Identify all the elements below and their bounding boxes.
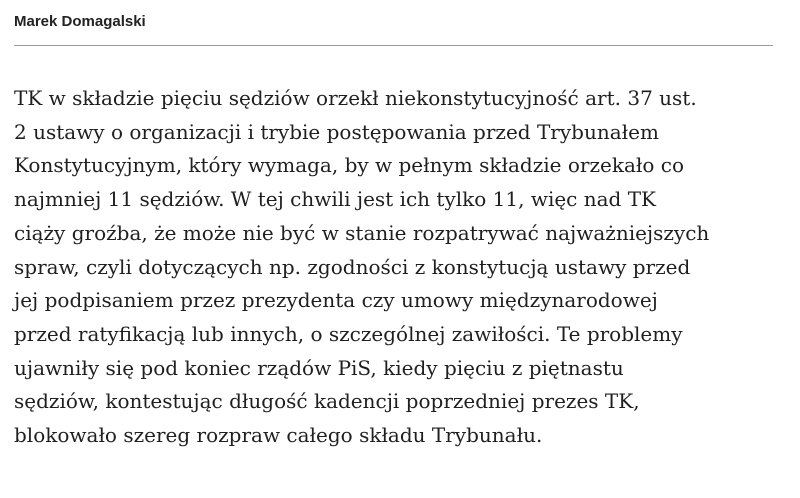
paragraph-line: Konstytucyjnym, który wymaga, by w pełnym składzie orzekało co — [14, 153, 684, 178]
paragraph-line: przed ratyfikacją lub innych, o szczególnej zawiłości. Te problemy — [14, 321, 683, 346]
article-paragraph — [14, 82, 774, 453]
paragraph-line: spraw, czyli dotyczących np. zgodności z konstytucją ustawy przed — [14, 254, 691, 279]
author-name: Marek Domagalski — [14, 13, 146, 30]
paragraph-line: TK w składzie pięciu sędziów orzekł niekonstytucyjność art. 37 ust. — [14, 86, 697, 110]
article — [14, 0, 774, 453]
paragraph-line: ujawniły się pod koniec rządów PiS, kiedy pięciu z piętnastu — [14, 355, 624, 380]
paragraph-line: sędziów, kontestując długość kadencji poprzedniej prezes TK, — [14, 389, 640, 414]
paragraph-line: ciąży groźba, że może nie być w stanie rozpatrywać najważniejszych — [14, 220, 710, 245]
paragraph-line: najmniej 11 sędziów. W tej chwili jest ich tylko 11, więc nad TK — [14, 187, 656, 212]
paragraph-line: jej podpisaniem przez prezydenta czy umowy międzynarodowej — [14, 288, 658, 313]
paragraph-line: 2 ustawy o organizacji i trybie postępowania przed Trybunałem — [14, 119, 659, 144]
divider — [14, 45, 773, 46]
paragraph-line: blokowało szereg rozpraw całego składu Trybunału. — [14, 423, 543, 448]
